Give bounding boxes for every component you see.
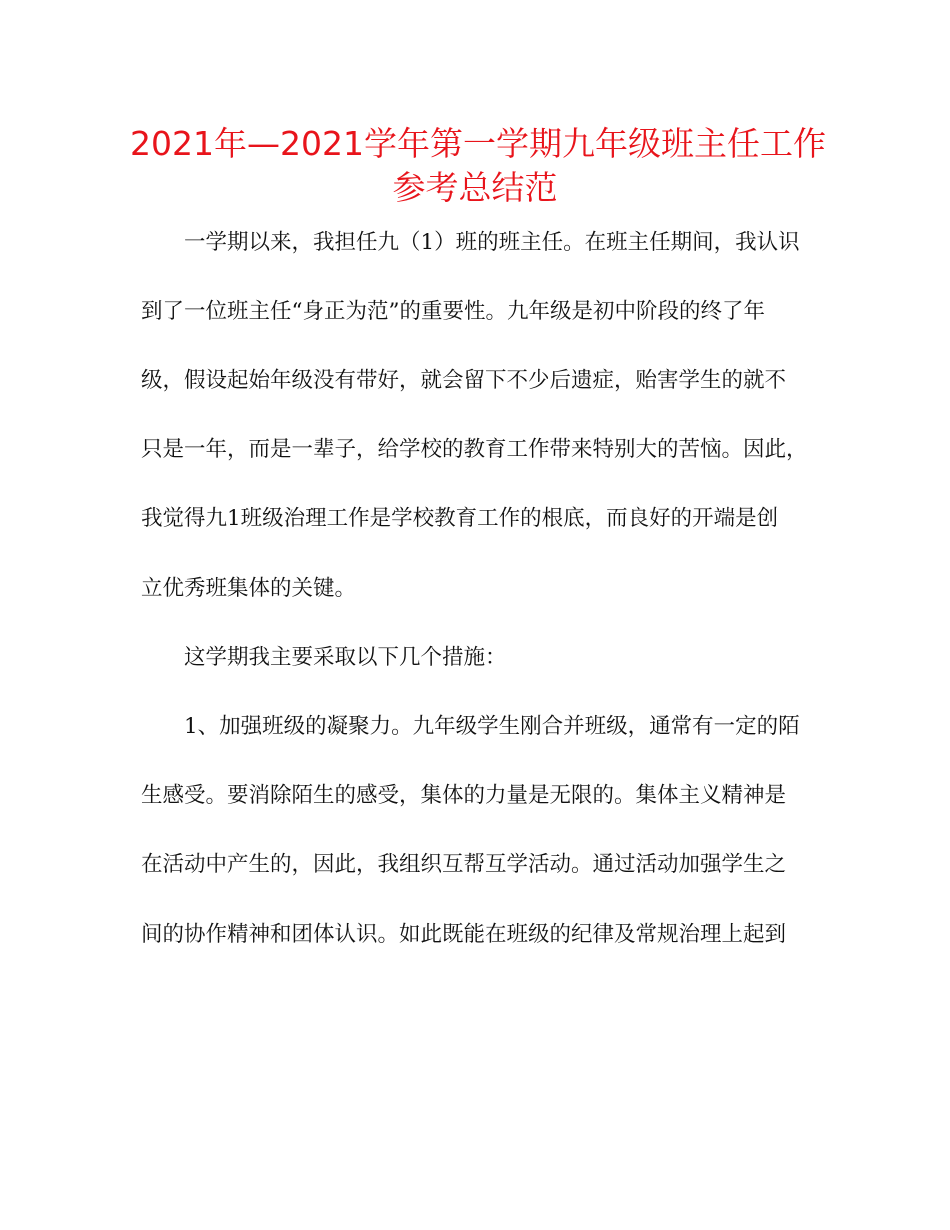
paragraph-line: 这学期我主要采取以下几个措施： <box>184 645 507 670</box>
paragraph-line: 一学期以来，我担任九（1）班的班主任。在班主任期间，我认识 <box>184 230 800 255</box>
paragraph-line: 级，假设起始年级没有带好，就会留下不少后遗症，贻害学生的就不 <box>141 368 787 393</box>
paragraph-line: 生感受。要消除陌生的感受，集体的力量是无限的。集体主义精神是 <box>141 783 787 808</box>
document-title-line-1: 2021年—2021学年第一学期九年级班主任工作 <box>130 124 826 163</box>
paragraph-line: 在活动中产生的，因此，我组织互帮互学活动。通过活动加强学生之 <box>141 852 787 877</box>
paragraph-line: 立优秀班集体的关键。 <box>141 576 357 601</box>
paragraph-line: 1、加强班级的凝聚力。九年级学生刚合并班级，通常有一定的陌 <box>184 714 800 739</box>
paragraph-line: 只是一年，而是一辈子，给学校的教育工作带来特别大的苦恼。因此， <box>141 437 808 462</box>
paragraph-line: 我觉得九1班级治理工作是学校教育工作的根底，而良好的开端是创 <box>141 506 779 531</box>
document-title-line-2: 参考总结范 <box>392 168 558 207</box>
paragraph-line: 到了一位班主任“身正为范”的重要性。九年级是初中阶段的终了年 <box>141 299 765 324</box>
paragraph-line: 间的协作精神和团体认识。如此既能在班级的纪律及常规治理上起到 <box>141 922 787 947</box>
